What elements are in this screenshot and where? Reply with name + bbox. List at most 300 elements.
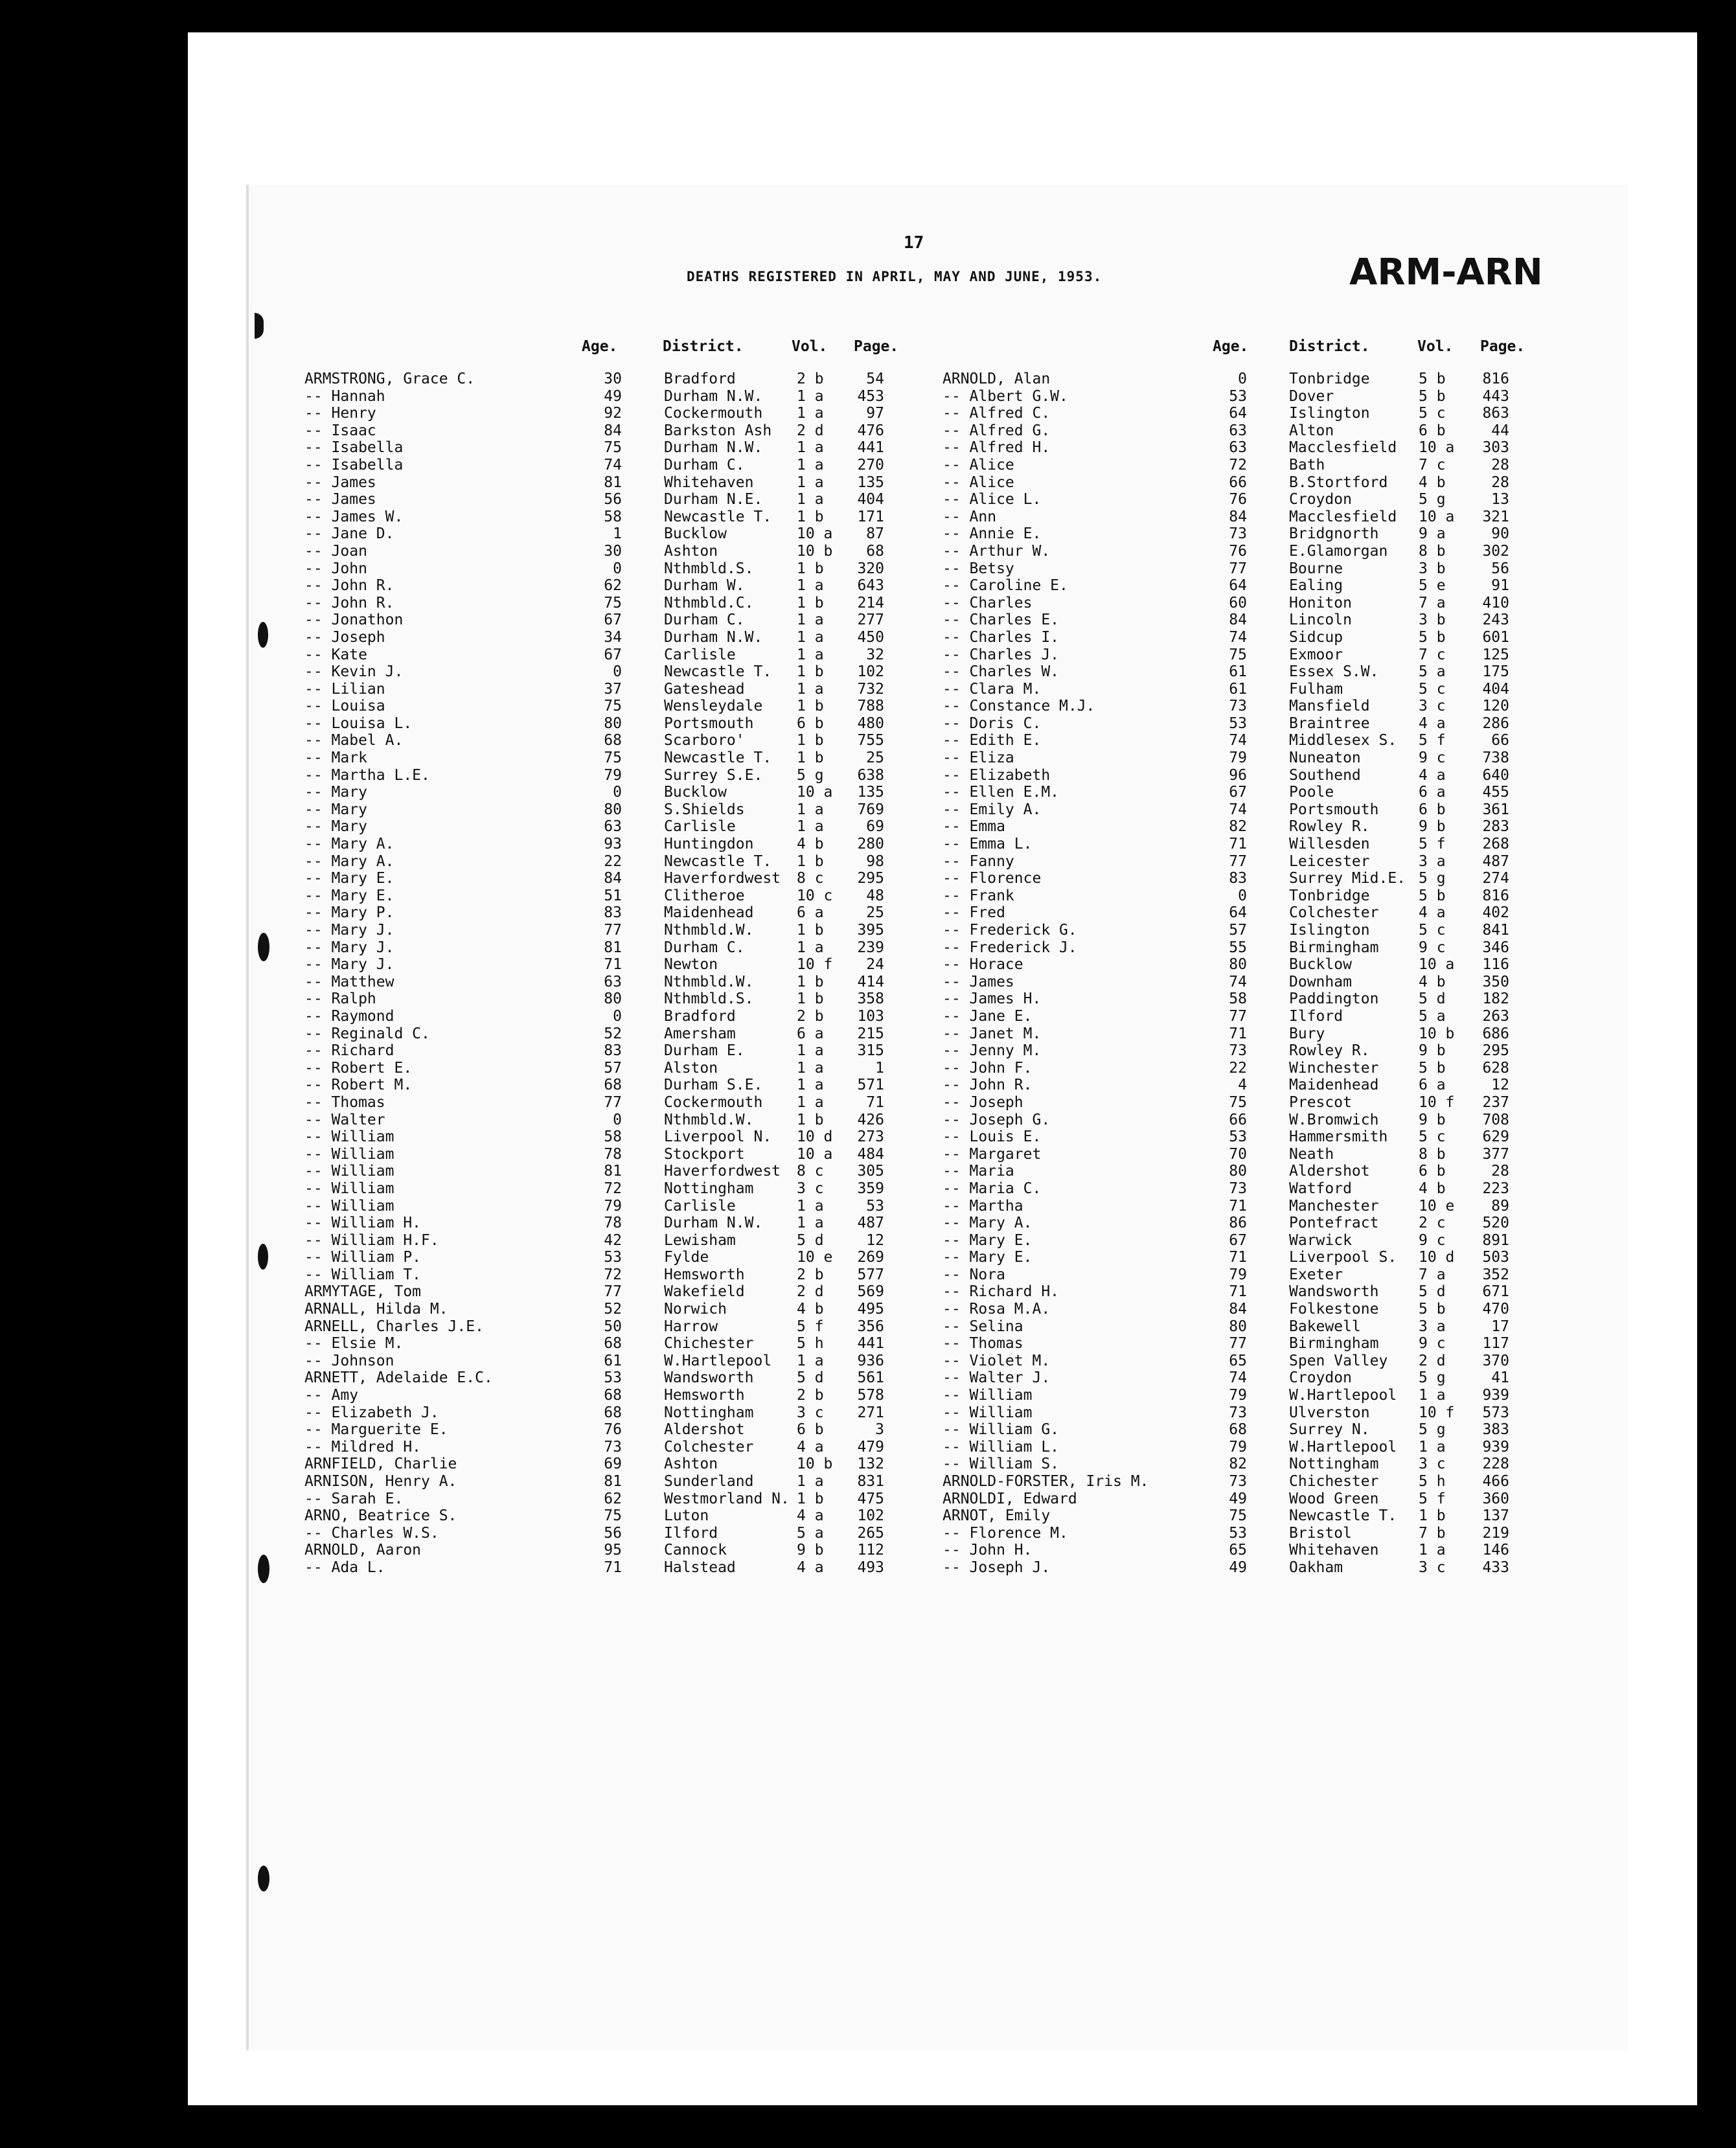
entry-district: Wensleydale [664,698,763,715]
entry-page: 3 [875,1421,884,1439]
entry-page: 816 [1482,371,1509,387]
entry-volume: 10 c [797,887,833,904]
entry-volume: 1 b [797,1490,824,1507]
register-entry [942,629,1542,646]
entry-page: 561 [857,1369,884,1387]
register-entry [304,577,907,595]
register-entry [942,388,1542,406]
entry-name: -- Mary E. [942,1231,1033,1249]
entry-district: Birmingham [1289,939,1379,956]
register-entry [942,1421,1542,1439]
entry-district: Oakham [1289,1559,1343,1576]
entry-volume: 1 a [1419,1438,1446,1456]
entry-district: Rowley R. [1289,1042,1370,1060]
entry-district: Durham N.E. [664,491,763,508]
entry-name: -- Alfred G. [942,422,1051,439]
entry-district: Islington [1289,405,1370,422]
entry-volume: 6 b [797,1421,824,1439]
entry-page: 280 [857,836,884,853]
entry-page: 441 [857,1335,884,1353]
register-entry [304,732,907,749]
entry-district: Chichester [1289,1473,1379,1490]
register-entry [942,508,1542,526]
register-entry [304,1335,907,1353]
entry-district: Newcastle T. [664,852,772,870]
entry-age: 68 [604,1335,622,1353]
entry-name: -- James H. [942,990,1042,1008]
entry-district: Winchester [1289,1059,1379,1077]
entry-volume: 10 f [1419,1093,1455,1111]
entry-age: 64 [1229,904,1247,922]
vol-header: Vol. [1417,338,1454,355]
entry-volume: 1 b [797,594,824,611]
entry-page: 443 [1482,387,1509,405]
register-entry [304,422,907,440]
entry-volume: 1 b [797,560,824,577]
entry-name: -- Emily A. [942,801,1042,818]
entry-district: Ulverston [1289,1404,1370,1421]
entry-name: ARMYTAGE, Tom [304,1283,422,1301]
entry-page: 171 [857,508,884,525]
entry-district: Bridgnorth [1289,525,1379,543]
entry-page: 277 [857,611,884,629]
entry-page: 69 [866,818,884,836]
entry-age: 67 [604,646,622,663]
entry-page: 135 [857,474,884,491]
entry-name: -- William S. [942,1456,1060,1473]
register-entry [304,560,907,578]
entry-page: 939 [1482,1438,1509,1456]
entry-age: 53 [1229,714,1247,732]
entry-age: 77 [1229,852,1247,870]
entry-name: -- Charles W. [942,663,1060,681]
entry-volume: 1 b [797,1111,824,1128]
entry-age: 52 [604,1025,622,1042]
entry-page: 102 [857,1507,884,1525]
entry-name: -- James W. [304,508,404,525]
entry-volume: 6 a [1419,784,1446,801]
entry-age: 0 [613,560,622,577]
entry-age: 58 [604,508,622,525]
entry-page: 48 [866,887,884,904]
entry-district: Amersham [664,1025,736,1042]
entry-page: 25 [866,749,884,767]
register-entry [942,1215,1542,1232]
entry-volume: 9 b [1419,1111,1446,1128]
entry-volume: 1 b [797,508,824,525]
entry-name: -- Amy [304,1387,359,1404]
entry-page: 44 [1491,422,1509,439]
entry-page: 268 [1482,836,1509,853]
entry-age: 81 [604,1163,622,1180]
entry-volume: 2 d [797,1283,824,1301]
entry-volume: 10 d [797,1128,833,1146]
entry-age: 72 [604,1180,622,1197]
register-entry [304,525,907,543]
entry-age: 78 [604,1145,622,1163]
entry-name: -- Margaret [942,1145,1042,1163]
entry-name: -- Charles J. [942,646,1060,663]
entry-age: 75 [604,749,622,767]
entry-page: 410 [1482,594,1509,611]
entry-volume: 10 a [1419,956,1455,974]
entry-name: -- Walter [304,1111,385,1128]
register-entry [942,560,1542,578]
entry-district: Dover [1289,387,1334,405]
entry-age: 71 [1229,1197,1247,1215]
register-entry [304,1198,907,1215]
entry-age: 81 [604,474,622,491]
entry-name: -- John [304,560,367,577]
entry-name: -- John R. [304,577,394,595]
entry-age: 53 [604,1249,622,1266]
page-heading: DEATHS REGISTERED IN APRIL, MAY AND JUNE, 1953. [687,269,1102,284]
left-column [304,371,907,1577]
entry-page: 359 [857,1180,884,1197]
register-entry [304,818,907,836]
register-entry [942,371,1542,388]
entry-name: -- William [304,1163,394,1180]
entry-name: ARNELL, Charles J.E. [304,1318,484,1335]
entry-volume: 6 a [797,1025,824,1042]
entry-volume: 3 c [1419,698,1446,715]
entry-district: Mansfield [1289,698,1370,715]
entry-name: -- Marguerite E. [304,1421,448,1439]
entry-name: -- Clara M. [942,680,1042,698]
entry-page: 686 [1482,1025,1509,1042]
register-entry [304,611,907,629]
entry-name: -- John H. [942,1542,1033,1559]
entry-name: -- John F. [942,1059,1033,1077]
entry-name: -- Frederick G. [942,922,1077,939]
entry-district: Essex S.W. [1289,663,1379,681]
entry-district: Middlesex S. [1289,732,1397,749]
register-entry [304,784,907,801]
entry-age: 69 [604,1456,622,1473]
entry-name: -- Caroline E. [942,577,1068,595]
register-entry [942,715,1542,733]
entry-name: -- Mary J. [304,956,394,974]
district-header: District. [1289,338,1370,355]
entry-name: -- Thomas [304,1093,385,1111]
entry-page: 404 [857,491,884,508]
entry-page: 91 [1491,577,1509,595]
entry-page: 263 [1482,1007,1509,1025]
register-entry [942,1473,1542,1491]
entry-page: 395 [857,922,884,939]
entry-page: 270 [857,456,884,474]
entry-page: 98 [866,852,884,870]
register-entry [304,1473,907,1491]
register-entry [942,1507,1542,1525]
entry-volume: 5 d [1419,1283,1446,1301]
entry-page: 28 [1491,474,1509,491]
entry-volume: 9 b [1419,818,1446,836]
register-entry [942,870,1542,887]
entry-volume: 1 a [1419,1387,1446,1404]
entry-page: 286 [1482,714,1509,732]
entry-volume: 4 b [1419,973,1446,990]
entry-name: -- Isabella [304,456,404,474]
entry-page: 17 [1491,1318,1509,1335]
register-entry [942,491,1542,508]
entry-page: 53 [866,1197,884,1215]
entry-district: Ilford [664,1524,718,1542]
entry-name: ARNOLD-FORSTER, Iris M. [942,1473,1149,1490]
entry-age: 95 [604,1542,622,1559]
register-entry [304,681,907,698]
entry-volume: 5 f [797,1318,824,1335]
entry-name: -- Betsy [942,560,1014,577]
entry-volume: 8 b [1419,542,1446,560]
entry-page: 414 [857,973,884,990]
entry-page: 404 [1482,680,1509,698]
register-entry [942,1283,1542,1301]
entry-volume: 10 f [1419,1404,1455,1421]
entry-age: 49 [604,387,622,405]
entry-age: 64 [1229,577,1247,595]
entry-name: -- Mary E. [304,870,394,887]
register-entry [942,904,1542,922]
entry-page: 102 [857,663,884,681]
register-entry [942,1094,1542,1112]
register-entry [304,1525,907,1542]
entry-volume: 1 a [797,939,824,956]
entry-name: -- Louis E. [942,1128,1042,1146]
entry-age: 65 [1229,1352,1247,1369]
entry-page: 738 [1482,749,1509,767]
entry-volume: 1 b [797,698,824,715]
entry-page: 356 [857,1318,884,1335]
entry-district: Nthmbld.C. [664,594,754,611]
entry-age: 49 [1229,1559,1247,1576]
entry-district: Carlisle [664,646,736,663]
entry-age: 83 [1229,870,1247,887]
entry-district: Watford [1289,1180,1352,1197]
entry-district: Colchester [1289,904,1379,922]
entry-page: 475 [857,1490,884,1507]
register-entry [942,974,1542,991]
entry-volume: 5 b [1419,387,1446,405]
entry-name: -- Richard [304,1042,394,1060]
entry-district: Durham N.W. [664,439,763,457]
entry-name: -- William [304,1128,394,1146]
entry-volume: 1 b [797,852,824,870]
entry-age: 78 [604,1215,622,1232]
entry-name: -- Mary [304,801,367,818]
register-entry [942,1128,1542,1146]
entry-district: Alton [1289,422,1334,439]
entry-volume: 4 a [797,1438,824,1456]
entry-page: 484 [857,1145,884,1163]
entry-name: -- Alfred C. [942,405,1051,422]
entry-volume: 5 b [1419,371,1446,387]
entry-age: 22 [604,852,622,870]
entry-name: -- William H.F. [304,1231,439,1249]
entry-name: -- Joseph J. [942,1559,1051,1576]
entry-volume: 3 a [1419,852,1446,870]
entry-district: Clitheroe [664,887,745,904]
entry-district: Bath [1289,456,1325,474]
entry-page: 215 [857,1025,884,1042]
register-entry [304,1491,907,1508]
entry-age: 62 [604,1490,622,1507]
entry-age: 79 [1229,1387,1247,1404]
entry-page: 116 [1482,956,1509,974]
register-entry [304,1353,907,1370]
entry-volume: 2 b [797,1266,824,1283]
register-entry [942,595,1542,612]
entry-district: Scarboro' [664,732,745,749]
entry-age: 74 [1229,628,1247,646]
district-header: District. [663,338,744,355]
register-entry [942,1112,1542,1129]
entry-district: Nuneaton [1289,749,1361,767]
entry-page: 377 [1482,1145,1509,1163]
entry-district: E.Glamorgan [1289,542,1388,560]
entry-name: -- Frank [942,887,1014,904]
entry-volume: 10 a [797,784,833,801]
entry-district: Bucklow [1289,956,1352,974]
register-entry [304,1283,907,1301]
entry-age: 61 [1229,663,1247,681]
register-entry [304,1180,907,1198]
entry-name: -- Emma L. [942,836,1033,853]
entry-volume: 5 c [1419,1128,1446,1146]
entry-page: 274 [1482,870,1509,887]
register-entry [942,577,1542,595]
entry-district: Hammersmith [1289,1128,1388,1146]
entry-name: -- Matthew [304,973,394,990]
entry-name: -- Arthur W. [942,542,1051,560]
register-entry [942,1301,1542,1318]
entry-age: 70 [1229,1145,1247,1163]
entry-page: 68 [866,542,884,560]
entry-page: 402 [1482,904,1509,922]
entry-volume: 1 a [797,1042,824,1060]
age-header: Age. [582,338,618,355]
entry-district: Durham E. [664,1042,745,1060]
entry-district: Wakefield [664,1283,745,1301]
entry-name: -- Emma [942,818,1005,836]
entry-district: Exeter [1289,1266,1343,1283]
entry-page: 146 [1482,1542,1509,1559]
entry-volume: 4 b [1419,474,1446,491]
entry-volume: 5 f [1419,836,1446,853]
entry-age: 79 [604,1197,622,1215]
entry-age: 49 [1229,1490,1247,1507]
entry-volume: 1 a [797,577,824,595]
entry-name: -- James [304,491,376,508]
entry-name: -- Jenny M. [942,1042,1042,1060]
entry-age: 75 [604,698,622,715]
entry-page: 480 [857,714,884,732]
entry-volume: 1 a [797,1077,824,1094]
entry-age: 77 [1229,560,1247,577]
entry-volume: 10 f [797,956,833,974]
entry-age: 0 [1238,887,1247,904]
register-entry [942,956,1542,974]
entry-district: Luton [664,1507,709,1525]
entry-page: 350 [1482,973,1509,990]
entry-district: Manchester [1289,1197,1379,1215]
entry-volume: 9 c [1419,1231,1446,1249]
entry-district: Durham N.W. [664,387,763,405]
entry-page: 315 [857,1042,884,1060]
entry-age: 52 [604,1301,622,1318]
entry-age: 82 [1229,1456,1247,1473]
entry-page: 569 [857,1283,884,1301]
punch-hole-mark [258,1555,269,1583]
entry-name: -- William T. [304,1266,422,1283]
entry-district: Ashton [664,542,718,560]
entry-district: Maidenhead [1289,1077,1379,1094]
register-entry [304,1369,907,1387]
entry-page: 939 [1482,1387,1509,1404]
entry-age: 76 [1229,542,1247,560]
entry-volume: 7 b [1419,1524,1446,1542]
entry-district: Barkston Ash [664,422,772,439]
entry-district: W.Bromwich [1289,1111,1379,1128]
entry-age: 80 [1229,956,1247,974]
entry-volume: 5 g [1419,491,1446,508]
entry-page: 671 [1482,1283,1509,1301]
entry-age: 79 [1229,1266,1247,1283]
register-entry [942,1404,1542,1422]
entry-name: -- Florence [942,870,1042,887]
entry-name: -- Mabel A. [304,732,404,749]
entry-page: 495 [857,1301,884,1318]
entry-district: Harrow [664,1318,718,1335]
entry-name: -- Joseph [304,628,385,646]
entry-age: 79 [1229,1438,1247,1456]
entry-page: 295 [1482,1042,1509,1060]
entry-volume: 1 a [797,1215,824,1232]
entry-district: Ilford [1289,1007,1343,1025]
register-entry [304,543,907,560]
register-entry [304,1094,907,1112]
entry-page: 453 [857,387,884,405]
entry-page: 112 [857,1542,884,1559]
entry-name: -- Lilian [304,680,385,698]
entry-name: -- Joan [304,542,367,560]
register-entry [304,715,907,733]
entry-page: 769 [857,801,884,818]
register-entry [942,525,1542,543]
entry-page: 493 [857,1559,884,1576]
entry-age: 75 [1229,646,1247,663]
entry-age: 73 [1229,525,1247,543]
entry-name: -- Mildred H. [304,1438,422,1456]
entry-age: 53 [1229,1524,1247,1542]
entry-name: -- Frederick J. [942,939,1077,956]
entry-page: 358 [857,990,884,1008]
entry-page: 476 [857,422,884,439]
entry-volume: 10 b [797,1456,833,1473]
register-entry [942,990,1542,1008]
entry-age: 83 [604,1042,622,1060]
entry-age: 63 [1229,439,1247,457]
entry-volume: 10 b [797,542,833,560]
entry-volume: 7 c [1419,456,1446,474]
entry-page: 13 [1491,491,1509,508]
entry-age: 30 [604,371,622,387]
register-entry [942,887,1542,905]
entry-district: Tonbridge [1289,371,1370,387]
punch-hole-mark [258,1244,268,1270]
entry-page: 265 [857,1524,884,1542]
entry-page: 66 [1491,732,1509,749]
